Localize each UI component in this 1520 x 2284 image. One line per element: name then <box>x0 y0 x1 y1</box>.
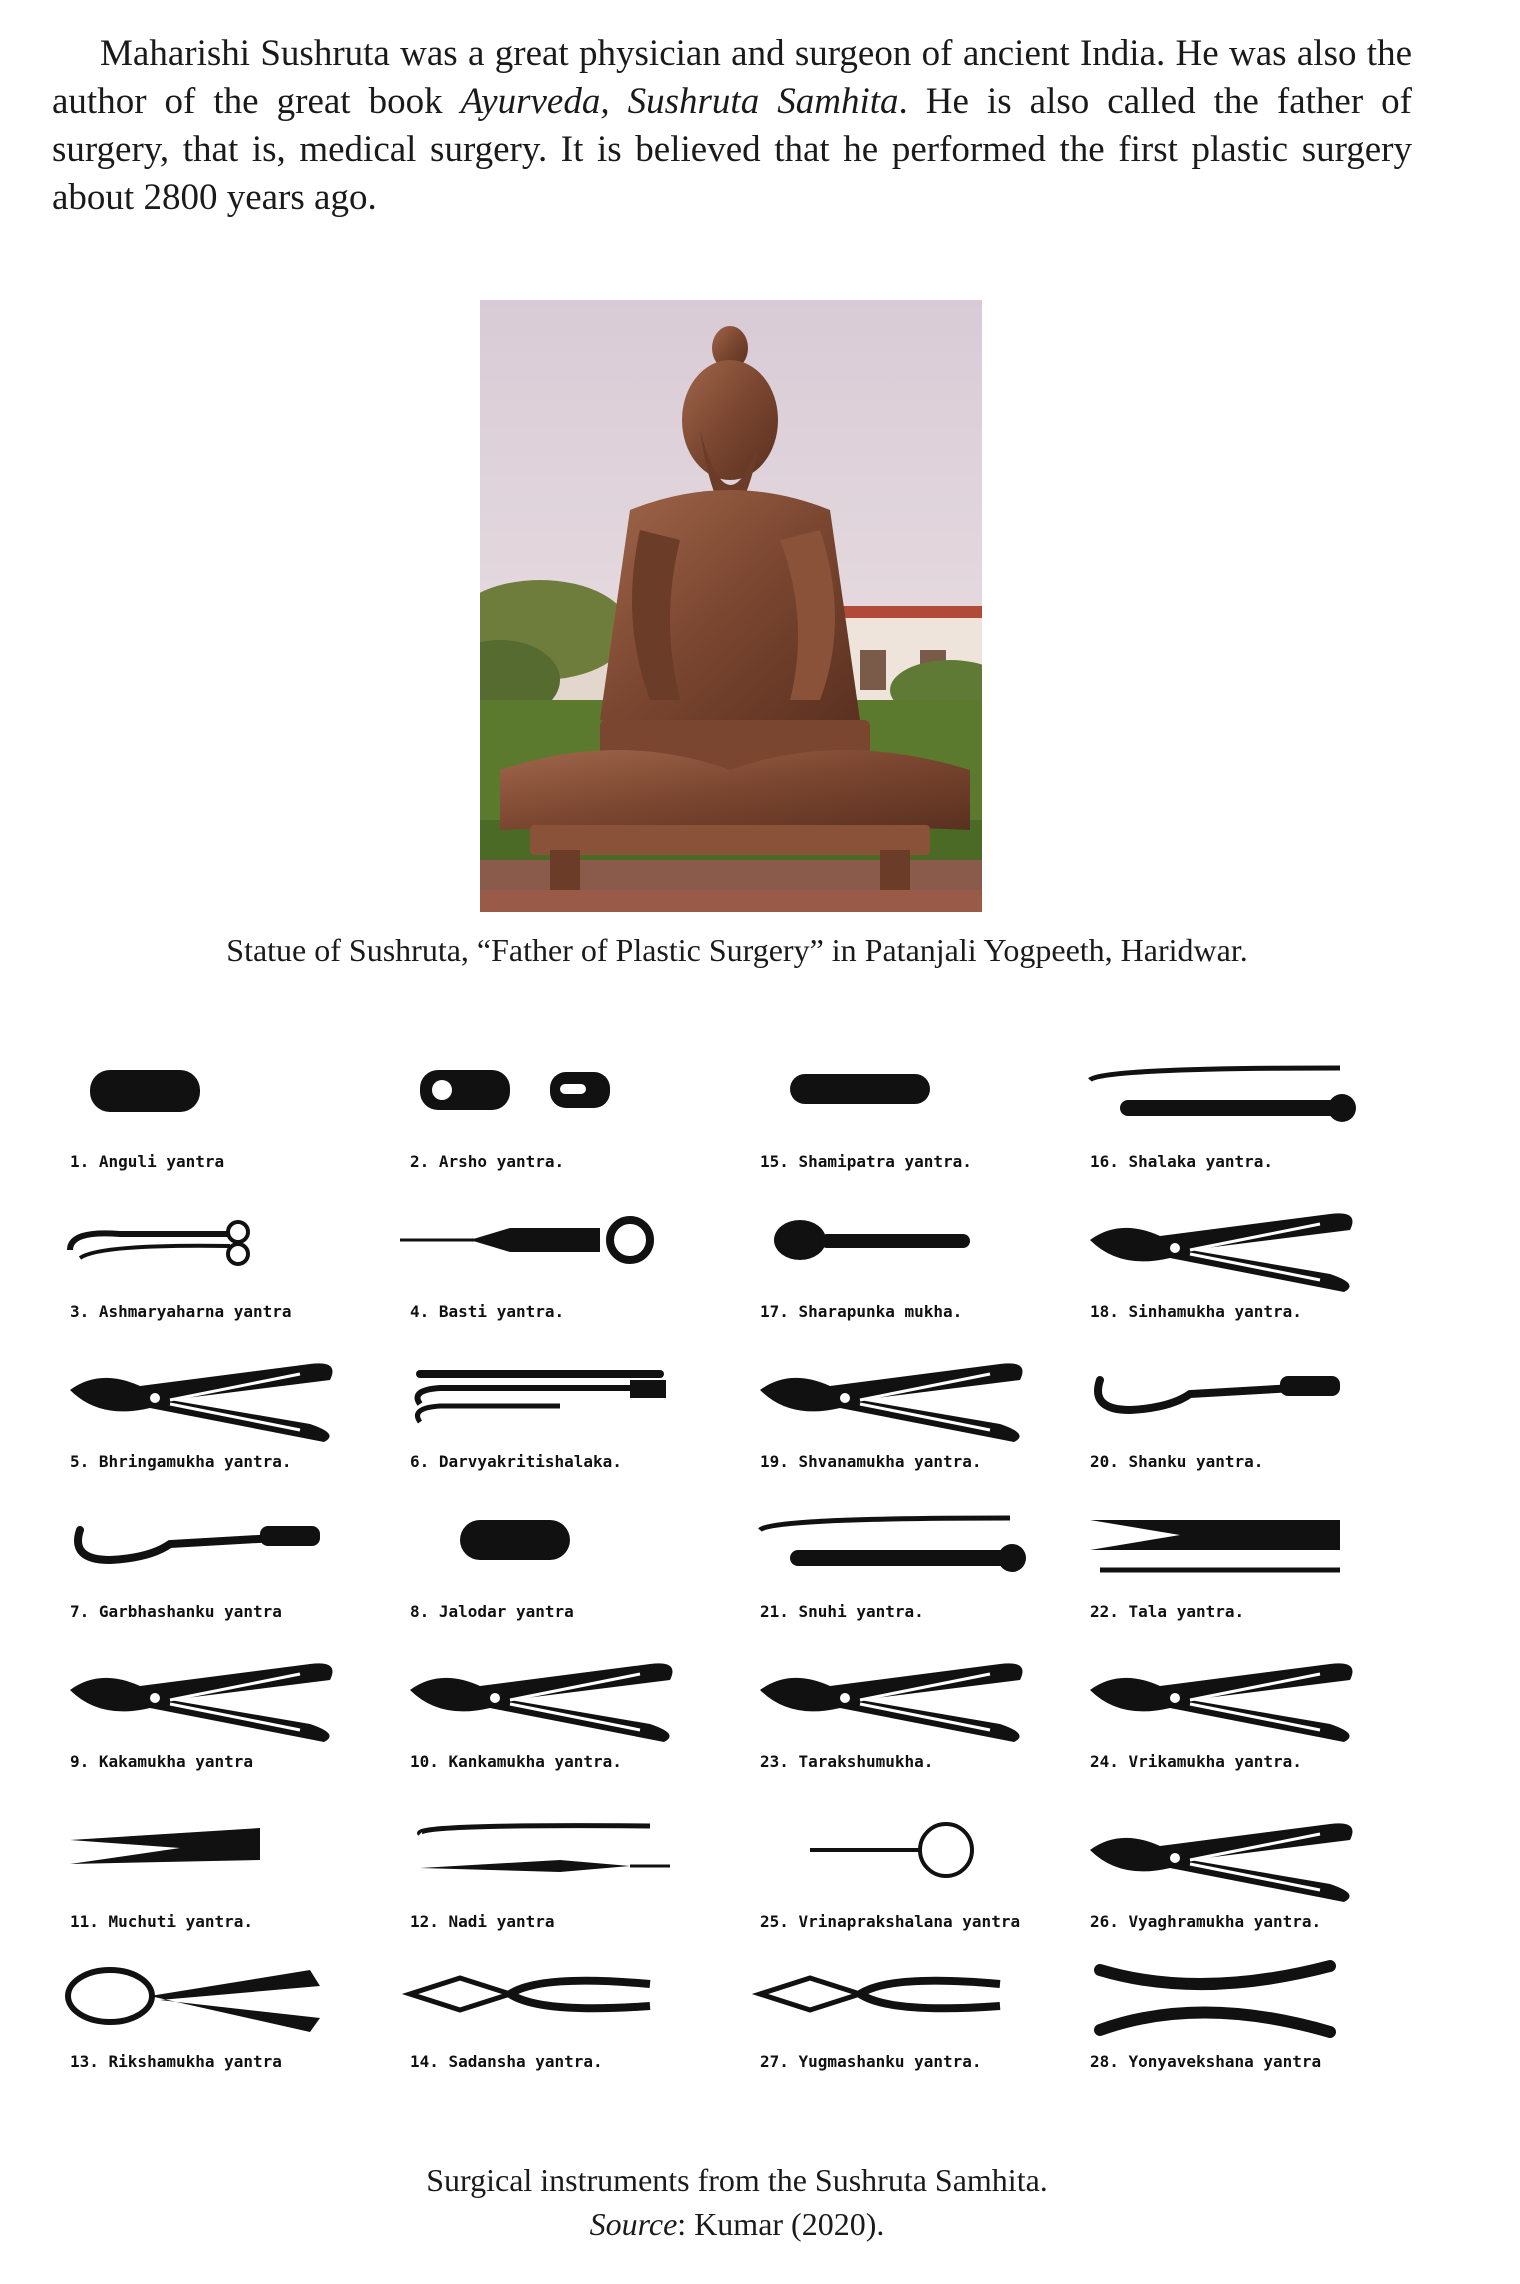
instrument-item <box>400 1060 720 1210</box>
instrument-label: 26. Vyaghramukha yantra. <box>1090 1912 1322 1931</box>
hook-scissor-icon <box>60 1210 350 1300</box>
capsule-icon <box>750 1060 1040 1150</box>
intro-text-1: Maharishi Sushruta was a great physician and surgeon of ancient India. He was also the author of the great book <box>52 33 1412 122</box>
instrument-item <box>400 1960 720 2110</box>
forceps-icon <box>60 1360 350 1450</box>
photo-caption: Statue of Sushruta, “Father of Plastic Surgery” in Patanjali Yogpeeth, Haridwar. <box>226 932 1248 968</box>
sushruta-statue-photo <box>480 300 982 912</box>
instrument-label: 18. Sinhamukha yantra. <box>1090 1302 1302 1321</box>
instrument-item <box>750 1660 1070 1810</box>
instrument-item <box>400 1510 720 1660</box>
hook-icon <box>1080 1360 1370 1450</box>
instrument-item <box>60 1960 380 2110</box>
instrument-item <box>1080 1510 1400 1660</box>
handle-icon <box>400 1510 690 1600</box>
instrument-label: 4. Basti yantra. <box>410 1302 565 1321</box>
forceps-icon <box>1080 1210 1370 1300</box>
instrument-item <box>750 1510 1070 1660</box>
instruments-caption-title: Surgical instruments from the Sushruta Samhita. <box>426 2162 1048 2198</box>
instrument-label: 11. Muchuti yantra. <box>70 1912 254 1931</box>
instrument-item <box>1080 1210 1400 1360</box>
forceps-icon <box>400 1660 690 1750</box>
intro-paragraph <box>52 30 1412 222</box>
instrument-label: 28. Yonyavekshana yantra <box>1090 2052 1322 2071</box>
source-text: : Kumar (2020). <box>677 2206 885 2242</box>
instrument-item <box>750 1360 1070 1510</box>
instrument-item <box>60 1060 380 1210</box>
tongs-icon <box>750 1960 1040 2050</box>
instrument-item <box>1080 1660 1400 1810</box>
forceps-icon <box>60 1660 350 1750</box>
instrument-item <box>750 1960 1070 2110</box>
instrument-label: 23. Tarakshumukha. <box>760 1752 934 1771</box>
finger-cap-icon <box>60 1060 350 1150</box>
instrument-label: 8. Jalodar yantra <box>410 1602 574 1621</box>
instrument-label: 21. Snuhi yantra. <box>760 1602 924 1621</box>
instrument-label: 27. Yugmashanku yantra. <box>760 2052 982 2071</box>
instrument-label: 14. Sadansha yantra. <box>410 2052 603 2071</box>
probe-icon <box>400 1360 690 1450</box>
instrument-label: 25. Vrinaprakshalana yantra <box>760 1912 1021 1931</box>
tweezer-icon <box>60 1820 350 1910</box>
instrument-label: 10. Kankamukha yantra. <box>410 1752 622 1771</box>
ring-rod-icon <box>750 1820 1040 1910</box>
instrument-item <box>1080 1820 1400 1970</box>
instrument-label: 17. Sharapunka mukha. <box>760 1302 963 1321</box>
statue-illustration <box>480 300 982 912</box>
instrument-item <box>1080 1960 1400 2110</box>
rod-icon <box>750 1510 1040 1600</box>
instrument-item <box>400 1820 720 1970</box>
intro-text-2: . He is also called the father of surgery, that is, medical surgery. It is believed that he performed the first plastic surgery about 2800 years ago. <box>52 81 1412 218</box>
speculum-icon <box>1080 1960 1370 2050</box>
hook-icon <box>60 1510 350 1600</box>
needle-icon <box>400 1820 690 1910</box>
instrument-item <box>1080 1360 1400 1510</box>
instrument-label: 7. Garbhashanku yantra <box>70 1602 282 1621</box>
blade-icon <box>1080 1510 1370 1600</box>
instrument-label: 16. Shalaka yantra. <box>1090 1152 1274 1171</box>
instrument-label: 1. Anguli yantra <box>70 1152 225 1171</box>
instrument-item <box>60 1360 380 1510</box>
instruments-source <box>0 2202 1474 2246</box>
instrument-item <box>750 1210 1070 1360</box>
instrument-label: 12. Nadi yantra <box>410 1912 555 1931</box>
instruments-caption <box>0 2158 1474 2246</box>
book-title: Ayurveda, Sushruta Samhita <box>460 81 899 122</box>
instrument-label: 19. Shvanamukha yantra. <box>760 1452 982 1471</box>
instrument-item <box>750 1820 1070 1970</box>
instrument-item <box>60 1820 380 1970</box>
forceps-icon <box>1080 1660 1370 1750</box>
instrument-label: 3. Ashmaryaharna yantra <box>70 1302 292 1321</box>
instrument-item <box>400 1210 720 1360</box>
instrument-item <box>400 1660 720 1810</box>
rod-icon <box>1080 1060 1370 1150</box>
instrument-label: 9. Kakamukha yantra <box>70 1752 254 1771</box>
spoon-icon <box>750 1210 1040 1300</box>
syringe-icon <box>400 1210 690 1300</box>
source-label: Source <box>589 2206 678 2242</box>
instrument-item <box>1080 1060 1400 1210</box>
tongs-icon <box>400 1960 690 2050</box>
instrument-label: 6. Darvyakritishalaka. <box>410 1452 622 1471</box>
instrument-label: 24. Vrikamukha yantra. <box>1090 1752 1302 1771</box>
instrument-label: 15. Shamipatra yantra. <box>760 1152 972 1171</box>
instrument-label: 2. Arsho yantra. <box>410 1152 565 1171</box>
instrument-item <box>60 1660 380 1810</box>
instrument-item <box>750 1060 1070 1210</box>
forceps-icon <box>750 1360 1040 1450</box>
tube-pair-icon <box>400 1060 690 1150</box>
instrument-item <box>60 1510 380 1660</box>
instrument-grid <box>60 1060 1400 2140</box>
forceps-icon <box>1080 1820 1370 1910</box>
instrument-item <box>400 1360 720 1510</box>
scissor-icon <box>60 1960 350 2050</box>
instrument-label: 20. Shanku yantra. <box>1090 1452 1264 1471</box>
instrument-item <box>60 1210 380 1360</box>
forceps-icon <box>750 1660 1040 1750</box>
instrument-label: 5. Bhringamukha yantra. <box>70 1452 292 1471</box>
instrument-label: 22. Tala yantra. <box>1090 1602 1245 1621</box>
instrument-label: 13. Rikshamukha yantra <box>70 2052 282 2071</box>
